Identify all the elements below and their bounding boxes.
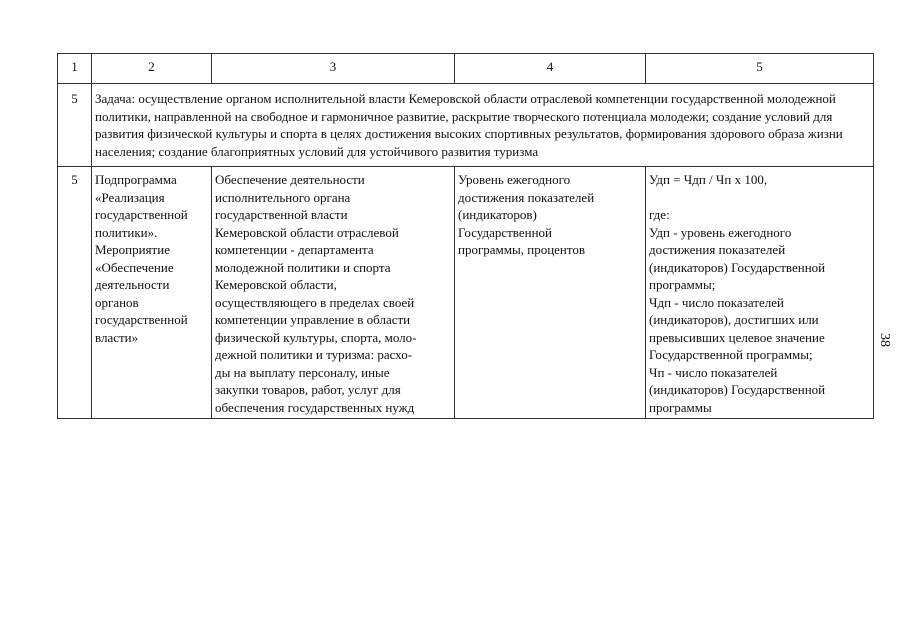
page-number: 38 — [877, 333, 892, 347]
task-row-number: 5 — [58, 84, 92, 167]
header-col-2: 2 — [92, 54, 212, 84]
formula-cell: Удп = Чдп / Чп х 100, где: Удп - уровень ежегодного достижения показателей (индикаторов) Государственной программы; Чдп - число показателей (индикаторов), достигших или превысивших целевое значение Государственной программы; Чп - число показателей (индикаторов) Государственной программы — [646, 167, 874, 419]
task-row — [58, 84, 874, 167]
subprogram-cell: Подпрограмма «Реализация государственной политики». Мероприятие «Обеспечение деятельности органов государственной власти» — [92, 167, 212, 419]
detail-row — [58, 167, 874, 419]
header-col-5: 5 — [646, 54, 874, 84]
indicator-name-cell: Уровень ежегодного достижения показателей (индикаторов) Государственной программы, процентов — [455, 167, 646, 419]
detail-row-number: 5 — [58, 167, 92, 419]
task-description: Задача: осуществление органом исполнительной власти Кемеровской области отраслевой компетенции государственной молодежной политики, направленной на свободное и гармоничное развитие, раскрытие творческого потенциала молодежи; создание условий для развития физической культуры и спорта в целях достижения высоких спортивных результатов, формирования здорового образа жизни населения; создание благоприятных условий для устойчивого развития туризма — [92, 84, 874, 167]
header-col-4: 4 — [455, 54, 646, 84]
header-col-3: 3 — [212, 54, 455, 84]
table-header-row — [58, 54, 874, 84]
header-col-1: 1 — [58, 54, 92, 84]
activity-description-cell: Обеспечение деятельности исполнительного органа государственной власти Кемеровской области отраслевой компетенции - департамента молодежной политики и спорта Кемеровской области, осуществляющего в пределах своей компетенции управление в области физической культуры, спорта, моло- дежной политики и туризма: расхо- ды на выплату персоналу, иные закупки товаров, работ, услуг для обеспечения государственных нужд — [212, 167, 455, 419]
program-table — [57, 53, 874, 419]
